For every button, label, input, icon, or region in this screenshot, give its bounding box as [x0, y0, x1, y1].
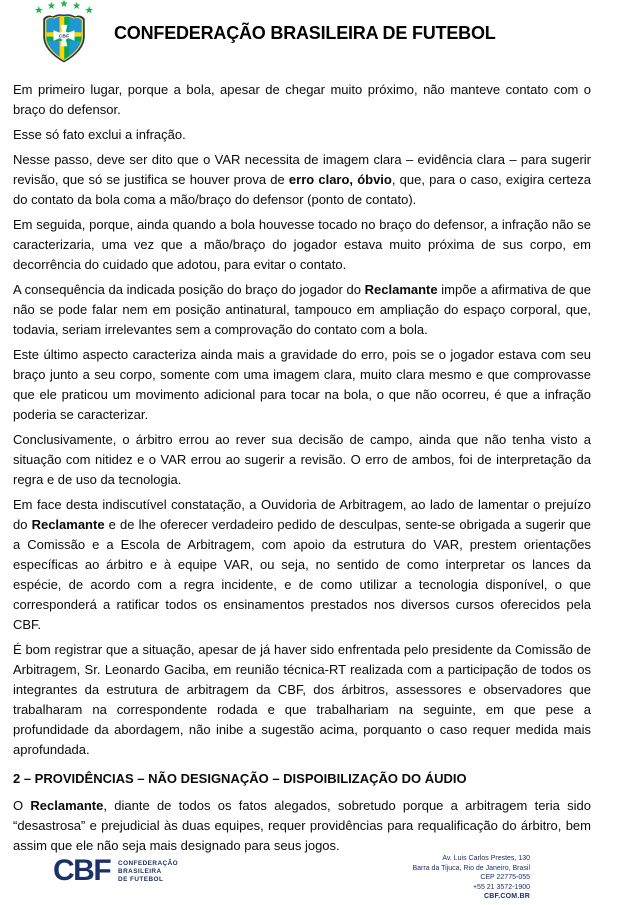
footer-website: CBF.COM.BR	[484, 893, 530, 901]
page-title: CONFEDERAÇÃO BRASILEIRA DE FUTEBOL	[114, 23, 496, 43]
paragraph: Em seguida, porque, ainda quando a bola houvesse tocado no braço do defensor, a infração não se caracterizaria, uma vez que a mão/braço do jogador estava muito próxima de sus corpo, em decorrência do cuidado que adotou, para evitar o contato.	[13, 217, 591, 272]
footer-lockup-line: CONFEDERAÇÃO	[118, 860, 179, 867]
paragraph: É bom registrar que a situação, apesar de já haver sido enfrentada pelo presidente da Comissão de Arbitragem, Sr. Leonardo Gaciba, em reunião técnica-RT realizada com a participação de todos os integrantes da estrutura de arbitragem da CBF, dos árbitros, assessores e observadores que trabalharam na correspondente rodada e que trabalhariam na seguinte, em que pese a profundidade da abordagem, não inibe a sugestão acima, porquanto o caso requer medida mais aprofundada.	[13, 642, 591, 757]
address-line: Av. Luis Carlos Prestes, 130	[442, 855, 530, 862]
paragraph: Conclusivamente, o árbitro errou ao rever sua decisão de campo, ainda que não tenha visto a situação com nitidez e o VAR errou ao sugerir a revisão. O erro de ambos, foi de interpretação da regra e de uso da tecnologia.	[13, 432, 591, 487]
footer-lockup-line: DE FUTEBOL	[118, 875, 164, 883]
paragraph: Em face desta indiscutível constatação, a Ouvidoria de Arbitragem, ao lado de lamentar o prejuízo do Reclamante e de lhe oferecer verdadeiro pedido de desculpas, sente-se obrigada a sugerir que a Comissão e a Escola de Arbitragem, com apoio da estrutura do VAR, prestem orientações específicas ao árbitro e à equipe VAR, ou seja, no sentido de como interpretar os lances da espécie, de acordo com a regra incidente, e de como utilizar a tecnologia disponível, o que corresponderá a ratificar todos os ensinamentos prestados nos diversos cursos oferecidos pela CBF.	[13, 497, 591, 632]
paragraph: Em primeiro lugar, porque a bola, apesar de chegar muito próximo, não manteve contato com o braço do defensor.	[13, 82, 591, 117]
paragraph: Esse só fato exclui a infração.	[13, 127, 186, 142]
paragraph: O Reclamante, diante de todos os fatos alegados, sobretudo porque a arbitragem teria sido “desastrosa” e prejudicial às duas equipes, requer providências para requalificação do árbitro, bem assim que ele não seja mais designado para seus jogos.	[13, 798, 591, 853]
paragraph: Nesse passo, deve ser dito que o VAR necessita de imagem clara – evidência clara – para sugerir revisão, que só se justifica se houver prova de erro claro, óbvio, que, para o caso, exigira certeza do contato da bola coma a mão/braço do defensor (ponto de contato).	[13, 152, 591, 207]
svg-text:CBF: CBF	[58, 34, 70, 40]
footer	[0, 848, 620, 905]
address-line: +55 21 3572-1900	[472, 883, 530, 891]
section-heading: 2 – PROVIDÊNCIAS – NÃO DESIGNAÇÃO – DISPOIBILIZAÇÃO DO ÁUDIO	[13, 771, 467, 786]
cbf-wordmark: CBF	[53, 854, 111, 887]
footer-address	[413, 854, 531, 902]
cbf-crest-icon	[29, 0, 99, 68]
address-line: CEP 22775-055	[480, 874, 530, 882]
paragraph: Este último aspecto caracteriza ainda mais a gravidade do erro, pois se o jogador estava com seu braço junto a seu corpo, somente com uma imagem clara, muito clara mesmo e que comprovasse que ele praticou um movimento adicional para tocar na bola, o que não ocorreu, é que a infração poderia se caracterizar.	[13, 347, 591, 422]
footer-lockup	[118, 860, 178, 883]
document-body	[13, 80, 591, 861]
address-line: Barra da Tijuca, Rio de Janeiro, Brasil	[412, 864, 530, 872]
paragraph: A consequência da indicada posição do braço do jogador do Reclamante impõe a afirmativa de que não se pode falar nem em posição antinatural, tampouco em ampliação do espaço corporal, que, todavia, seriam irrelevantes sem a comprovação do contato com a bola.	[13, 282, 591, 337]
footer-lockup-line: BRASILEIRA	[118, 867, 162, 875]
